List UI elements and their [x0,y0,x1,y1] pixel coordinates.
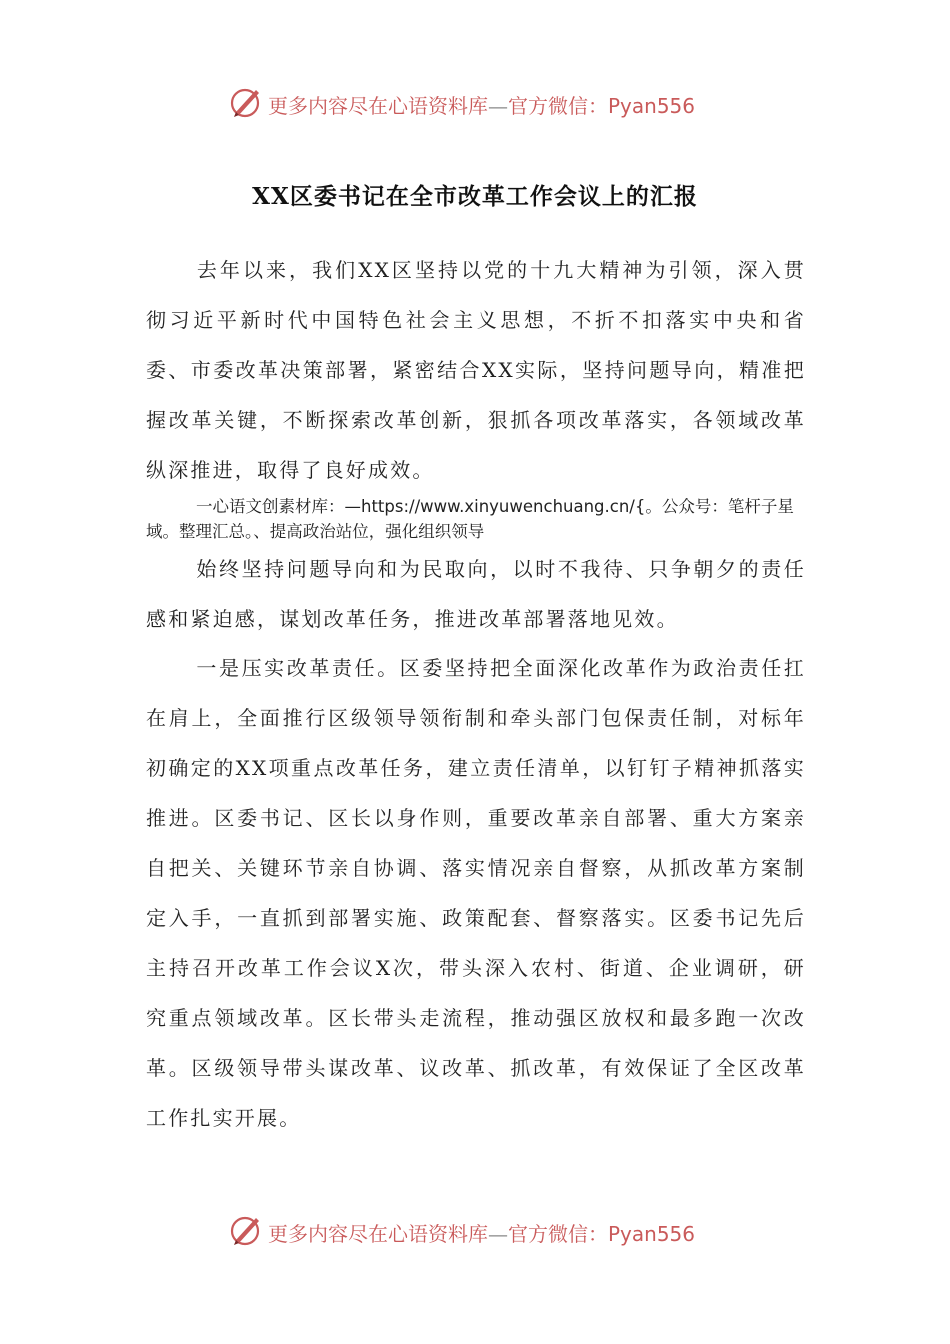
source-note: 一心语文创素材库：—https://www.xinyuwenchuang.cn/{。公众号：笔杆子星域。整理汇总。、提高政治站位，强化组织领导 [146,497,794,541]
banner-text: 更多内容尽在心语资料库—官方微信：Pyan556 [268,94,696,118]
header-banner [0,82,950,122]
pen-logo-icon [228,1212,264,1248]
paragraph-responsibility: 一是压实改革责任。区委坚持把全面深化改革作为政治责任扛在肩上，全面推行区级领导领衔制和牵头部门包保责任制，对标年初确定的XX项重点改革任务，建立责任清单，以钉钉子精神抓落实推进。区委书记、区长以身作则，重要改革亲自部署、重大方案亲自把关、关键环节亲自协调、落实情况亲自督察，从抓改革方案制定入手，一直抓到部署实施、政策配套、督察落实。区委书记先后主持召开改革工作会议X次，带头深入农村、街道、企业调研，研究重点领域改革。区长带头走流程，推动强区放权和最多跑一次改革。区级领导带头谋改革、议改革、抓改革，有效保证了全区改革工作扎实开展。 [146,656,806,1130]
paragraph-intro: 去年以来，我们XX区坚持以党的十九大精神为引领，深入贯彻习近平新时代中国特色社会主义思想，不折不扣落实中央和省委、市委改革决策部署，紧密结合XX实际，坚持问题导向，精准把握改革关键，不断探索改革创新，狠抓各项改革落实，各领域改革纵深推进，取得了良好成效。 [146,258,806,482]
paragraph-orientation: 始终坚持问题导向和为民取向，以时不我待、只争朝夕的责任感和紧迫感，谋划改革任务，推进改革部署落地见效。 [146,557,806,631]
footer-banner [0,1210,950,1250]
banner-text: 更多内容尽在心语资料库—官方微信：Pyan556 [268,1222,696,1246]
document-title: XX区委书记在全市改革工作会议上的汇报 [252,183,698,210]
pen-logo-icon [228,84,264,120]
